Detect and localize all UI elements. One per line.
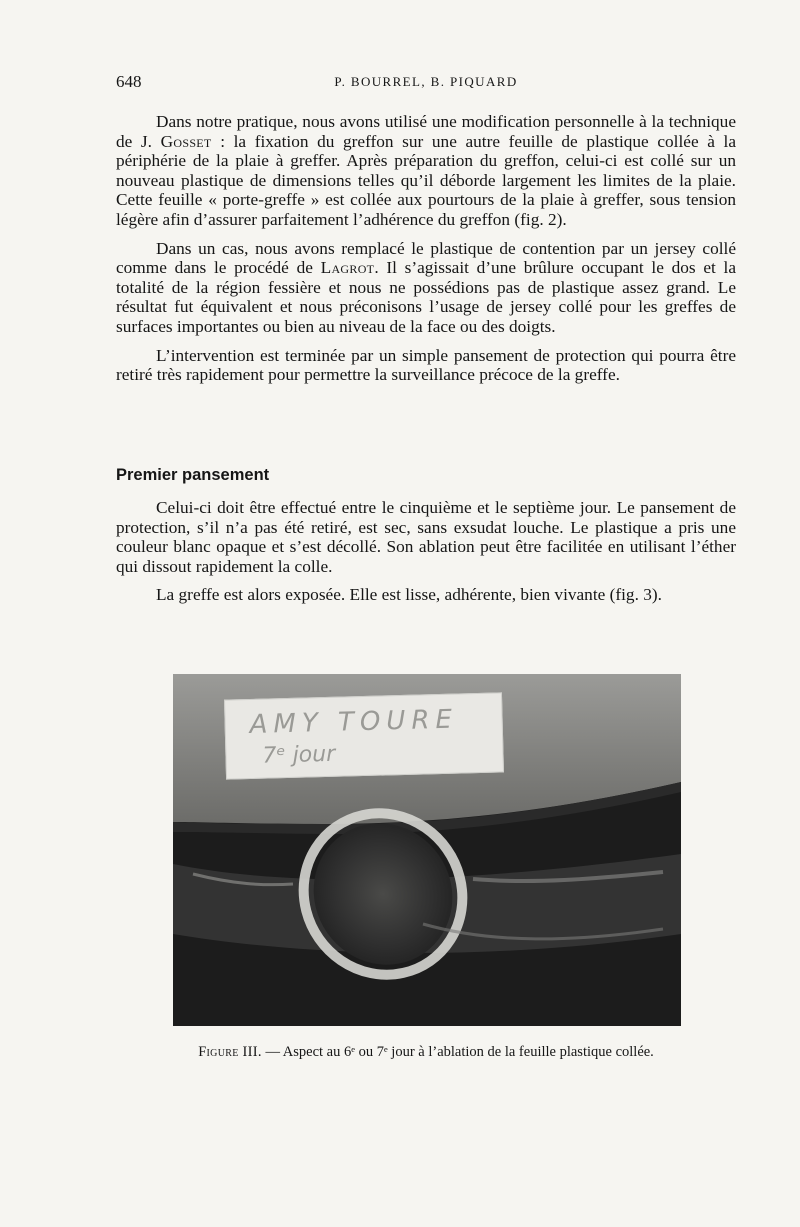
body-text-section bbox=[116, 498, 736, 614]
label-day: 7ᵉ jour bbox=[262, 741, 336, 769]
body-text-top bbox=[116, 112, 736, 394]
running-head: P. BOURREL, B. PIQUARD bbox=[334, 74, 518, 89]
specimen-label-card bbox=[224, 692, 504, 779]
author-name: Lagrot bbox=[320, 258, 375, 278]
author-name: Gosset bbox=[160, 131, 212, 151]
paragraph: L’intervention est terminée par un simple pansement de protection qui pourra être retiré très rapidement pour permettre la surveillance précoce de la greffe. bbox=[116, 345, 736, 385]
section-title: Premier pansement bbox=[116, 466, 270, 484]
label-patient-name: AMY TOURE bbox=[249, 704, 459, 740]
figure-caption bbox=[116, 1044, 736, 1061]
paragraph: Dans un cas, nous avons remplacé le plastique de contention par un jersey collé comme dans le procédé de Lagrot. Il s’agissait d’une brûlure occupant le dos et la totalité de la région fessière et nous ne possédions pas de plastique assez grand. Le résultat fut équivalent et nous préconisons l’usage de jersey collé pour les greffes de surfaces importantes ou bien au niveau de la face ou des doigts. bbox=[116, 238, 736, 336]
page-number: 648 bbox=[116, 72, 142, 91]
paragraph: La greffe est alors exposée. Elle est lisse, adhérente, bien vivante (fig. 3). bbox=[156, 585, 662, 605]
page-header bbox=[116, 72, 736, 96]
paragraph: Dans notre pratique, nous avons utilisé une modification personnelle à la technique de J. Gosset : la fixation du greffon sur une autre feuille de plastique collée à la périphérie de la plaie à greffer. Après préparation du greffon, celui-ci est collé sur un nouveau plastique de dimensions telles qu’il déborde largement les limites de la plaie. Cette feuille « porte-greffe » est collée aux pourtours de la plaie à greffer, sous tension légère afin d’assurer parfaitement l’adhérence du greffon (fig. 2). bbox=[116, 112, 736, 229]
caption-label: Figure III. bbox=[198, 1044, 262, 1060]
paragraph: Celui-ci doit être effectué entre le cinquième et le septième jour. Le pansement de protection, s’il n’a pas été retiré, est sec, sans exsudat louche. Le plastique a pris une couleur blanc opaque et s’est décollé. Son ablation peut être facilitée en utilisant l’éther qui dissout rapidement la colle. bbox=[116, 498, 736, 576]
figure-photograph bbox=[173, 674, 681, 1026]
caption-text: — Aspect au 6ᵉ ou 7ᵉ jour à l’ablation de la feuille plastique collée. bbox=[261, 1044, 654, 1060]
